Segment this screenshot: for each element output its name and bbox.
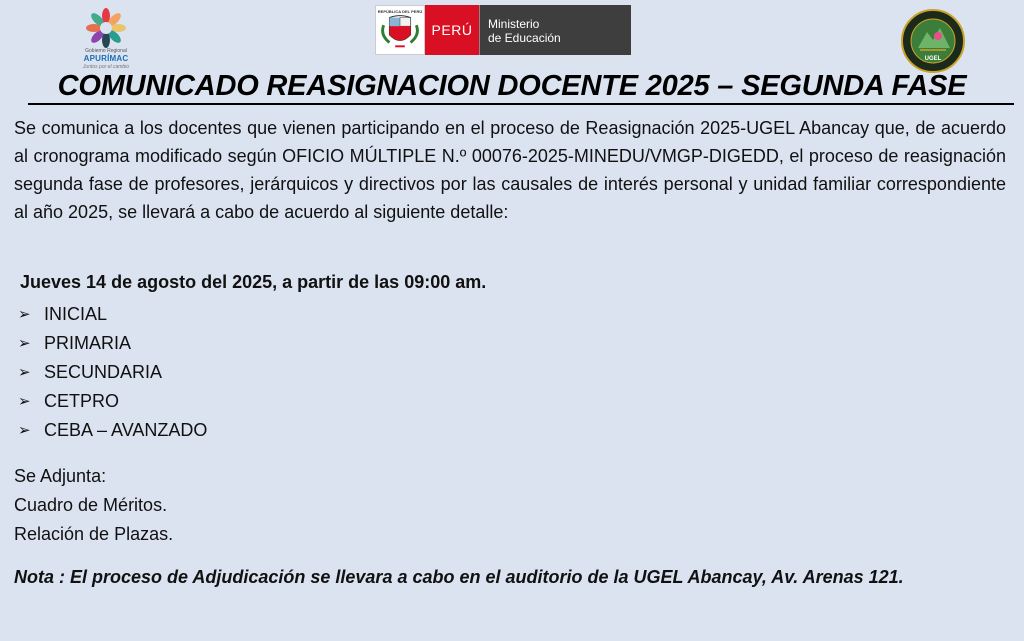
peru-coat-of-arms-icon — [376, 6, 424, 54]
apurimac-flower-icon — [86, 8, 126, 48]
attachments — [14, 462, 173, 549]
level-label: PRIMARIA — [44, 333, 132, 353]
ministry-label — [479, 5, 631, 55]
level-item — [18, 387, 207, 416]
level-label: INICIAL — [44, 304, 108, 324]
peru-shield-text: REPÚBLICA DEL PERÚ — [377, 9, 423, 14]
ugel-emblem-icon — [900, 8, 966, 74]
level-label: SECUNDARIA — [44, 362, 163, 382]
peru-label: PERÚ — [425, 5, 479, 55]
apurimac-logo-line2: APURÍMAC — [83, 54, 129, 63]
ministry-line2: de Educación — [488, 31, 561, 45]
level-label: CETPRO — [44, 391, 120, 411]
level-item — [18, 329, 207, 358]
arrow-bullet-icon: ➢ — [18, 422, 31, 439]
level-item — [18, 358, 207, 387]
arrow-bullet-icon: ➢ — [18, 364, 31, 381]
page-title: COMUNICADO REASIGNACION DOCENTE 2025 – SEGUNDA FASE — [57, 70, 967, 102]
ugel-logo — [900, 8, 966, 74]
level-label: CEBA – AVANZADO — [44, 420, 208, 440]
apurimac-logo — [80, 8, 132, 70]
level-item — [18, 416, 207, 445]
minedu-logo — [375, 5, 631, 55]
ugel-emblem-text: UGEL — [924, 56, 942, 62]
attachments-label: Se Adjunta: — [14, 466, 107, 486]
levels-list — [18, 300, 207, 445]
schedule-date: Jueves 14 de agosto del 2025, a partir de las 09:00 am. — [20, 272, 487, 292]
arrow-bullet-icon: ➢ — [18, 306, 31, 323]
ministry-line1: Ministerio — [488, 17, 540, 31]
announcement-paragraph: Se comunica a los docentes que vienen participando en el proceso de Reasignación 2025-UGEL Abancay que, de acuerdo al cronograma modificado según OFICIO MÚLTIPLE N.º 00076-2025-MINEDU/VMGP-DIGEDD, el proceso de reasignación segunda fase de profesores, jerárquicos y directivos por las causales de interés personal y unidad familiar correspondiente al año 2025, se llevará a cabo de acuerdo al siguiente detalle: — [14, 118, 1006, 222]
apurimac-logo-line1: Gobierno Regional — [85, 48, 127, 54]
level-item — [18, 300, 207, 329]
attachment-item: Cuadro de Méritos. — [14, 495, 168, 515]
arrow-bullet-icon: ➢ — [18, 335, 31, 352]
title-underline — [28, 103, 1014, 105]
apurimac-logo-line3: Juntos por el cambio — [82, 64, 130, 70]
arrow-bullet-icon: ➢ — [18, 393, 31, 410]
note: Nota : El proceso de Adjudicación se llevara a cabo en el auditorio de la UGEL Abancay, Av. Arenas 121. — [14, 567, 904, 587]
peru-shield — [375, 5, 425, 55]
attachment-item: Relación de Plazas. — [14, 524, 174, 544]
